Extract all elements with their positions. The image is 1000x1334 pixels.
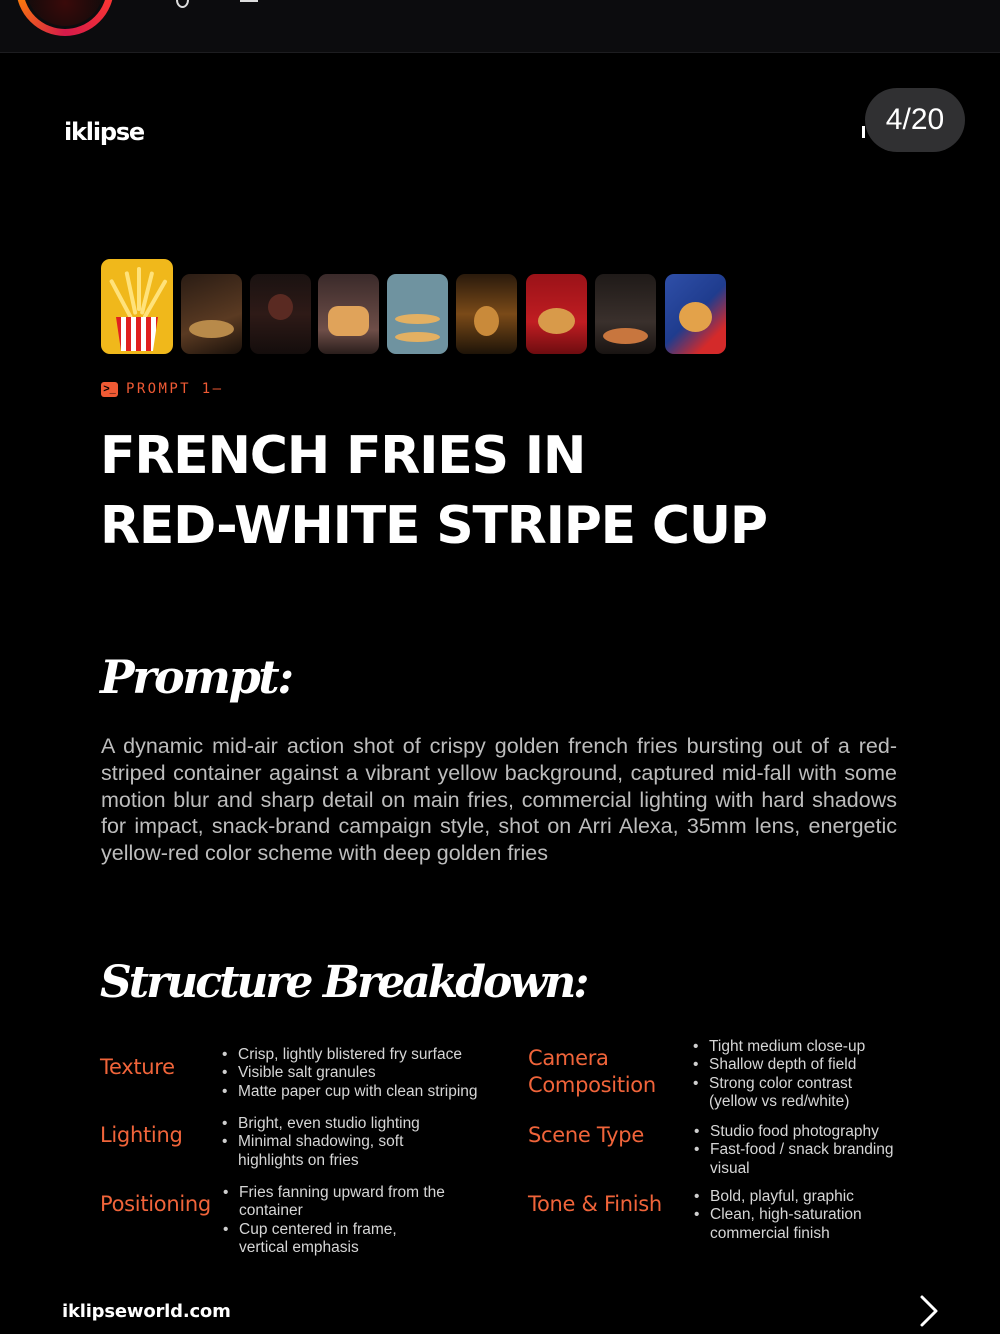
food-shape [395, 314, 440, 324]
breakdown-item: • Fries fanning upward from the container [223, 1184, 448, 1221]
thumbnail-pizza-chef[interactable] [595, 274, 656, 354]
breakdown-list-camera-composition [693, 1038, 893, 1111]
breakdown-item: • Matte paper cup with clean striping [222, 1083, 522, 1101]
carousel-slide[interactable] [0, 53, 1000, 1328]
food-shape [538, 308, 575, 334]
thumbnail-fried-chicken[interactable] [526, 274, 587, 354]
thumbnail-chicken-drumstick[interactable] [456, 274, 517, 354]
terminal-icon: >_ [101, 382, 118, 397]
breakdown-label-camera-composition: Camera Composition [528, 1046, 656, 1097]
breakdown-item: • Fast-food / snack branding visual [694, 1141, 924, 1178]
breakdown-item: • Cup centered in frame, vertical emphasis [223, 1221, 448, 1258]
breakdown-list-lighting [222, 1115, 437, 1170]
breakdown-item: • Bold, playful, graphic [694, 1188, 894, 1206]
breakdown-item: • Tight medium close-up [693, 1038, 893, 1056]
breakdown-label-lighting: Lighting [100, 1123, 183, 1147]
thumbnail-steak-fork[interactable] [250, 274, 311, 354]
breakdown-item: • Crisp, lightly blistered fry surface [222, 1046, 522, 1064]
thumbnail-french-fries[interactable] [101, 259, 173, 354]
breakdown-list-tone-finish [694, 1188, 894, 1243]
breakdown-item: • Studio food photography [694, 1123, 924, 1141]
breakdown-list-texture [222, 1046, 522, 1101]
prompt-tag [101, 381, 223, 397]
top-app-bar [0, 0, 1000, 53]
food-shape [268, 294, 293, 320]
prompt-heading: Prompt: [100, 650, 292, 704]
cropped-glyph [862, 126, 865, 138]
breakdown-label-tone-finish: Tone & Finish [528, 1192, 662, 1216]
footer-website: iklipseworld.com [62, 1301, 231, 1322]
slide-counter: 4/20 [865, 88, 965, 152]
thumbnail-hot-dogs[interactable] [387, 274, 448, 354]
breakdown-item: • Shallow depth of field [693, 1056, 893, 1074]
breakdown-label-scene-type: Scene Type [528, 1123, 644, 1147]
breakdown-label-texture: Texture [100, 1055, 175, 1079]
food-shape [603, 328, 648, 344]
breakdown-item: • Minimal shadowing, soft highlights on fries [222, 1133, 437, 1170]
slide-title [100, 421, 920, 561]
brand-logo: iklipse [64, 118, 144, 146]
breakdown-item: • Clean, high-saturation commercial finish [694, 1206, 894, 1243]
food-shape [189, 320, 234, 338]
thumbnail-pizza-slice[interactable] [181, 274, 242, 354]
structure-heading: Structure Breakdown: [100, 957, 587, 1008]
username-glyph-fragment [240, 0, 258, 2]
food-shape [474, 306, 499, 336]
chevron-right-icon[interactable] [914, 1293, 944, 1329]
breakdown-item: • Bright, even studio lighting [222, 1115, 437, 1133]
prompt-number: PROMPT 1— [126, 381, 224, 397]
food-shape [395, 332, 440, 342]
breakdown-list-scene-type [694, 1123, 924, 1178]
avatar-image [23, 0, 107, 29]
food-shape [679, 302, 712, 332]
food-shape [328, 306, 369, 336]
fry-shape [137, 267, 141, 311]
thumbnail-pizza-plate[interactable] [665, 274, 726, 354]
prompt-text: A dynamic mid-air action shot of crispy golden french fries bursting out of a red-striped container against a vibrant yellow background, captured mid-fall with some motion blur and sharp detail on main fries, commercial lighting with hard shadows for impact, snack-brand campaign style, shot on Arri Alexa, 35mm lens, energetic yellow-red color scheme with deep golden fries [101, 734, 897, 866]
breakdown-item: • Visible salt granules [222, 1064, 522, 1082]
thumbnail-strip [101, 259, 741, 355]
breakdown-label-positioning: Positioning [100, 1192, 211, 1216]
thumbnail-pancakes[interactable] [318, 274, 379, 354]
title-line: FRENCH FRIES IN [100, 426, 586, 486]
title-line: RED-WHITE STRIPE CUP [100, 496, 767, 556]
breakdown-item: • Strong color contrast (yellow vs red/white) [693, 1075, 893, 1112]
profile-avatar[interactable] [16, 0, 114, 36]
striped-cup [116, 317, 158, 351]
username-glyph-fragment [176, 0, 189, 8]
breakdown-list-positioning [223, 1184, 448, 1257]
chevron-right-icon-svg [914, 1293, 944, 1329]
